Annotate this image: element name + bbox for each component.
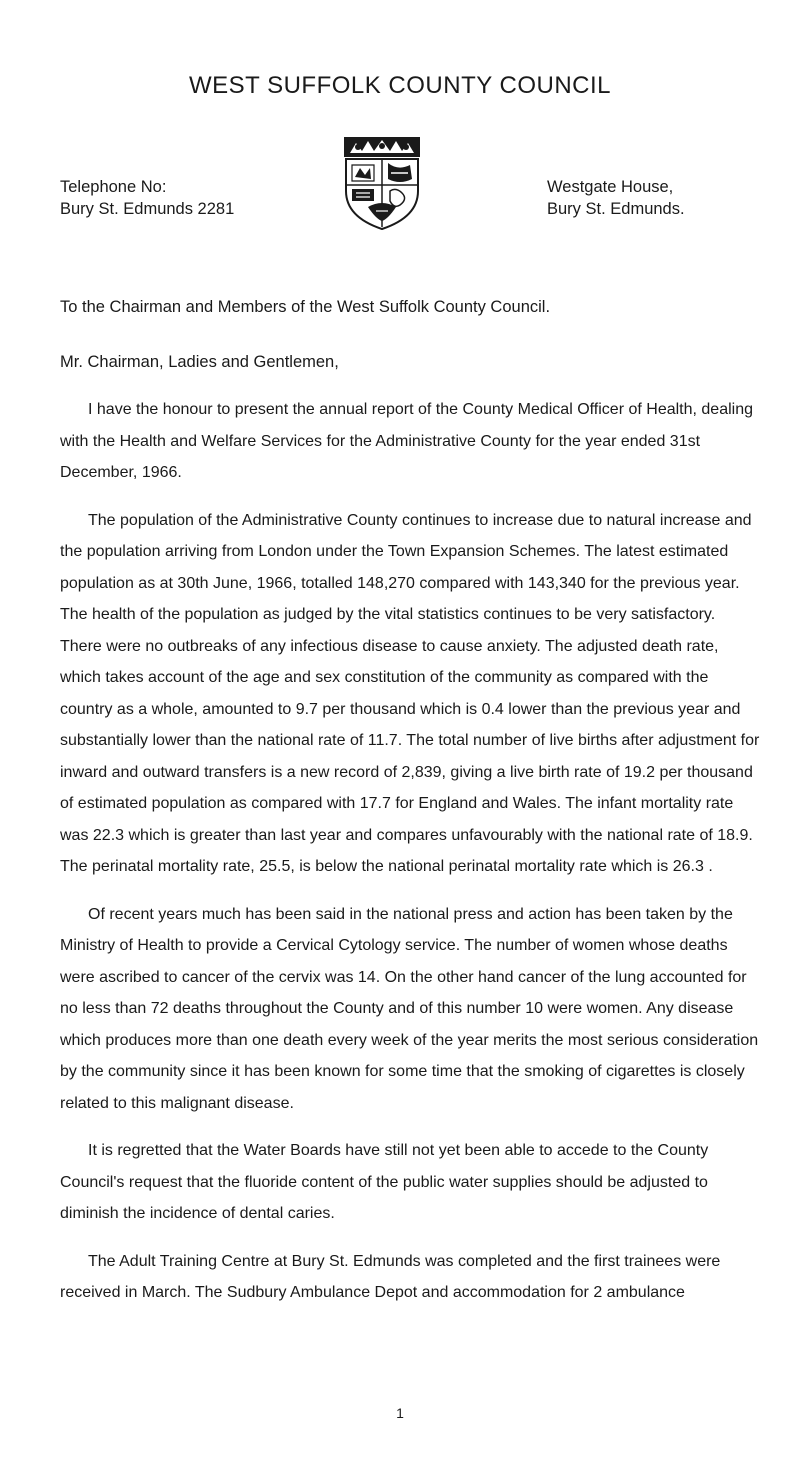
paragraph-population: The population of the Administrative County continues to increase due to natural increase and the population arriving from London under the Town Expansion Schemes. The latest estimated population as at 30th June, 1966, totalled 148,270 compared with 143,340 for the previous year. The health of the population as judged by the vital statistics continues to be very satisfactory. There were no outbreaks of any infectious disease to cause anxiety. The adjusted death rate, which takes account of the age and sex constitution of the community as compared with the country as a whole, amounted to 9.7 per thousand which is 0.4 lower than the previous year and substantially lower than the national rate of 11.7. The total number of live births after adjustment for inward and outward transfers is a new record of 2,839, giving a live birth rate of 19.2 per thousand of estimated population as compared with 17.7 for England and Wales. The infant mortality rate was 22.3 which is greater than last year and compares unfavourably with the national rate of 18.9. The perinatal mortality rate, 25.5, is below the national perinatal mortality rate which is 26.3 .	[60, 511, 760, 875]
address-line-1: Westgate House,	[547, 178, 674, 196]
address-block	[547, 176, 685, 220]
council-title: WEST SUFFOLK COUNTY COUNCIL	[189, 72, 611, 99]
telephone-block	[60, 176, 234, 220]
address-line-2: Bury St. Edmunds.	[547, 200, 685, 218]
paragraph-fluoride: It is regretted that the Water Boards have still not yet been able to accede to the County Council's request that the fluoride content of the public water supplies should be adjusted to diminish the incidence of dental caries.	[60, 1142, 709, 1222]
letter-body	[60, 394, 760, 1325]
greeting-line: Mr. Chairman, Ladies and Gentlemen,	[60, 353, 339, 371]
page-number: 1	[396, 1405, 404, 1421]
coat-of-arms-icon	[338, 135, 426, 231]
telephone-number: Bury St. Edmunds 2281	[60, 200, 235, 218]
paragraph-cervical-cytology: Of recent years much has been said in the national press and action has been taken by the Ministry of Health to provide a Cervical Cytology service. The number of women whose deaths were ascribed to cancer of the cervix was 14. On the other hand cancer of the lung accounted for no less than 72 deaths throughout the County and of this number 10 were women. Any disease which produces more than one death every week of the year merits the most serious consideration by the community since it has been known for some time that the smoking of cigarettes is closely related to this malignant disease.	[60, 905, 759, 1112]
paragraph-training-centre: The Adult Training Centre at Bury St. Edmunds was completed and the first trainees were received in March. The Sudbury Ambulance Depot and accommodation for 2 ambulance	[60, 1252, 721, 1301]
addressee-line: To the Chairman and Members of the West Suffolk County Council.	[60, 298, 551, 316]
paragraph-report-intro: I have the honour to present the annual report of the County Medical Officer of Health, dealing with the Health and Welfare Services for the Administrative County for the year ended 31st December, 1966.	[60, 401, 754, 481]
telephone-label: Telephone No:	[60, 178, 167, 196]
